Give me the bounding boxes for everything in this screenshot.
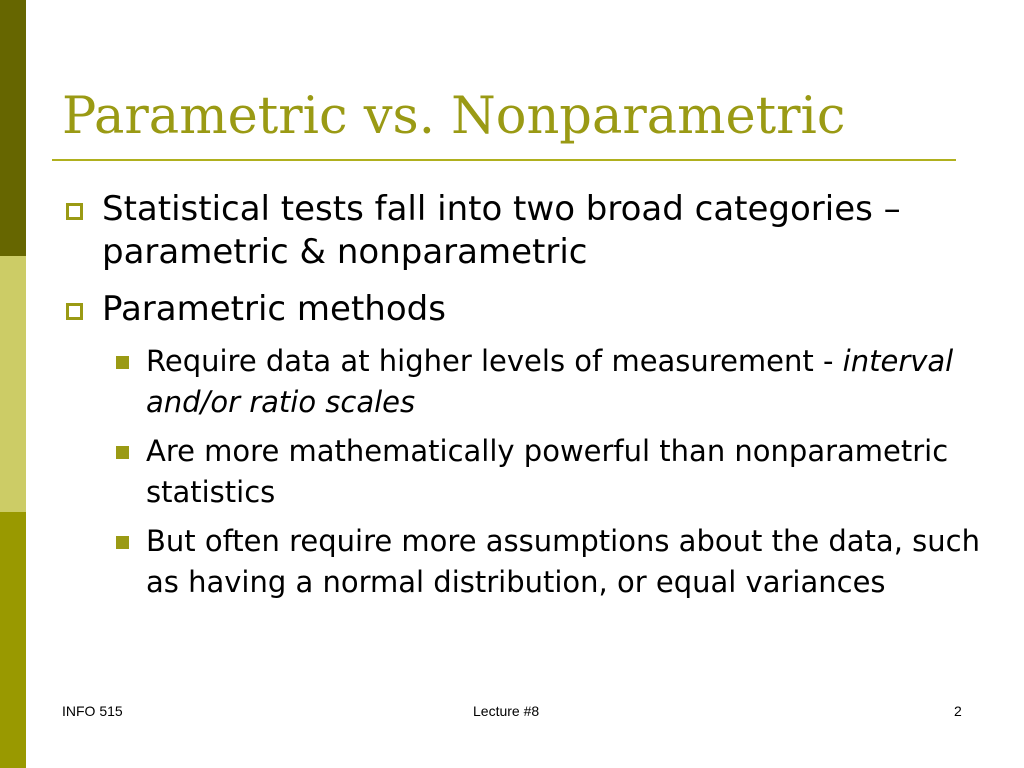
- sub-bullet-text: Are more mathematically powerful than nonparametric statistics: [146, 434, 949, 509]
- filled-square-bullet-icon: [116, 536, 129, 549]
- sub-bullet-text: But often require more assumptions about the data, such as having a normal distribution, or equal variances: [146, 524, 980, 599]
- filled-square-bullet-icon: [116, 446, 129, 459]
- footer-lecture: Lecture #8: [473, 703, 540, 719]
- sub-bullet-item: [62, 521, 982, 603]
- bullet-text: Parametric methods: [102, 289, 446, 329]
- hollow-square-bullet-icon: [66, 303, 83, 320]
- sub-bullet-item: [62, 341, 982, 423]
- sub-bullet-list: [62, 341, 982, 603]
- footer-page-number: 2: [954, 703, 962, 719]
- slide-title: Parametric vs. Nonparametric: [62, 87, 846, 146]
- bullet-item: [62, 188, 982, 274]
- filled-square-bullet-icon: [116, 356, 129, 369]
- bullet-text: Statistical tests fall into two broad categories – parametric & nonparametric: [102, 189, 901, 272]
- bullet-item: [62, 288, 982, 331]
- footer-course: INFO 515: [62, 703, 123, 719]
- sub-bullet-italic-text: interval and/or ratio scales: [146, 344, 954, 419]
- hollow-square-bullet-icon: [66, 203, 83, 220]
- sidebar-band-top: [0, 0, 26, 256]
- sub-bullet-item: [62, 431, 982, 513]
- sidebar-band-middle: [0, 256, 26, 512]
- slide-body: [62, 188, 982, 611]
- sub-bullet-text: Require data at higher levels of measurement -: [146, 344, 843, 378]
- title-underline: [52, 159, 956, 161]
- sidebar-band-bottom: [0, 512, 26, 768]
